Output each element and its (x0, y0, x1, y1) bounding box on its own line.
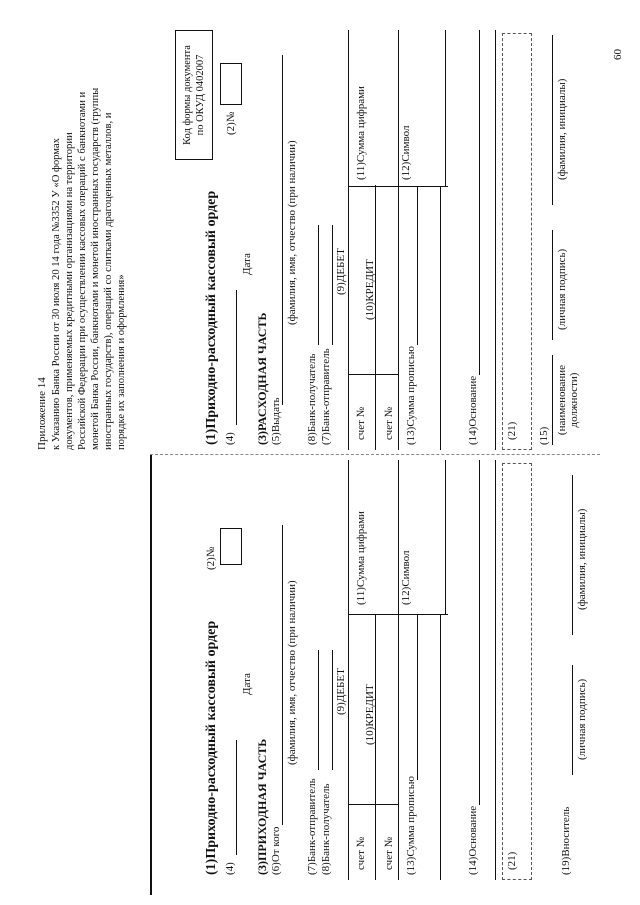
income-f8-label: (8)Банк-получатель (320, 783, 332, 875)
income-f19-label: (19)Вноситель (560, 806, 572, 875)
income-account-split (348, 804, 398, 805)
income-debit-row-line (375, 615, 376, 880)
income-amount-words-line-2[interactable] (440, 615, 441, 880)
expense-f21-label: (21) (506, 421, 518, 440)
income-fio-hint: (фамилия, имя, отчество (при наличии) (286, 580, 298, 765)
income-f11-label: (11)Сумма цифрами (355, 511, 367, 605)
expense-debit-row-line (375, 185, 376, 450)
expense-name-line[interactable] (552, 35, 553, 205)
header-line-2: документов, применяемых кредитными организациями на территории (64, 132, 75, 450)
expense-f8-label: (8)Банк-получатель (306, 353, 318, 445)
income-f21-field[interactable] (502, 463, 532, 880)
income-credit-row-line (398, 460, 399, 880)
expense-amount-words-line-2[interactable] (440, 187, 441, 450)
income-f7-label: (7)Банк-отправитель (306, 778, 318, 875)
expense-f10-label: (10)КРЕДИТ (364, 259, 376, 320)
expense-debit-account-label: счет № (355, 406, 367, 440)
income-table-split (348, 614, 448, 615)
header-line-3: Российской Федерации при осуществлении кассовых операций с банкнотами и (77, 91, 88, 450)
page-number: 60 (612, 49, 624, 60)
expense-basis-line-2[interactable] (495, 30, 496, 450)
expense-position-line[interactable] (552, 355, 553, 445)
income-sender-bank-line[interactable] (318, 650, 319, 770)
income-f2-label: (2)№ (205, 546, 217, 570)
expense-table-bottom (445, 30, 446, 187)
expense-recipient-bank-line[interactable] (318, 225, 319, 345)
income-basis-line-2[interactable] (495, 460, 496, 880)
income-f1: (1)Приходно-расходный кассовый ордер (204, 620, 219, 875)
expense-credit-account-label: счет № (383, 406, 395, 440)
income-name-line[interactable] (572, 475, 573, 635)
expense-position-hint: (наименование должности) (556, 364, 580, 436)
expense-f14-label: (14)Основание (467, 375, 479, 445)
expense-credit-row-line (398, 30, 399, 450)
expense-f7-label: (7)Банк-отправитель (320, 348, 332, 445)
income-f21-label: (21) (506, 851, 518, 870)
income-basis-line[interactable] (479, 460, 480, 805)
expense-basis-line[interactable] (479, 30, 480, 375)
expense-date-label: Дата (241, 253, 253, 275)
cut-line (150, 454, 600, 455)
header-line-6: порядке их заполнения и оформления» (116, 274, 127, 450)
income-debit-account-label: счет № (355, 836, 367, 870)
expense-f2-label: (2)№ (225, 111, 237, 135)
expense-f13-label: (13)Сумма прописью (405, 346, 417, 445)
header-line-1: к Указанию Банка России от 30 июля 20 14 года №3352 У «О формах (51, 138, 62, 450)
expense-sign-hint: (личная подпись) (556, 248, 568, 330)
income-amount-words-line[interactable] (417, 615, 418, 780)
header-line-4: монетой Банка России, банкнотами и монетой иностранных государств (группы (90, 87, 101, 450)
expense-signature-line[interactable] (552, 230, 553, 340)
expense-table-top (348, 30, 349, 450)
expense-number-field[interactable] (220, 63, 242, 105)
income-date-label: Дата (241, 673, 253, 695)
income-sign-hint: (личная подпись) (576, 678, 588, 760)
income-f4-label: (4) (224, 862, 236, 875)
income-table-top (348, 460, 349, 880)
expense-f11-label: (11)Сумма цифрами (355, 86, 367, 180)
income-f13-label: (13)Сумма прописью (405, 776, 417, 875)
expense-f21-field[interactable] (502, 33, 532, 450)
expense-f12-label: (12)Символ (400, 125, 412, 180)
expense-name-hint: (фамилия, инициалы) (556, 78, 568, 180)
expense-sender-bank-line[interactable] (332, 225, 333, 345)
income-f6-label: (6)От кого (270, 826, 282, 875)
income-f14-label: (14)Основание (467, 805, 479, 875)
income-table-bottom (445, 460, 446, 615)
form-divider (150, 455, 152, 895)
income-number-field[interactable] (220, 528, 242, 565)
okud-line-1: Код формы документа (182, 45, 193, 145)
expense-amount-words-line[interactable] (417, 187, 418, 345)
okud-code-box (175, 30, 213, 160)
expense-issue-line[interactable] (282, 55, 283, 405)
income-name-hint: (фамилия, инициалы) (576, 508, 588, 610)
appendix-label: Приложение 14 (36, 377, 48, 450)
expense-section-title: (3)РАСХОДНАЯ ЧАСТЬ (255, 312, 269, 445)
expense-f9-label: (9)ДЕБЕТ (335, 248, 347, 295)
income-section-title: (3)ПРИХОДНАЯ ЧАСТЬ (255, 738, 269, 875)
header-line-5: иностранных государств), операций со слитками драгоценных металлов, и (103, 112, 114, 450)
expense-fio-hint: (фамилия, имя, отчество (при наличии) (286, 140, 298, 325)
header-text (50, 35, 128, 450)
expense-date-line[interactable] (236, 290, 237, 425)
expense-f15-label: (15) (538, 426, 550, 445)
expense-f5-label: (5)Выдать (270, 397, 282, 445)
income-f9-label: (9)ДЕБЕТ (335, 668, 347, 715)
income-credit-account-label: счет № (383, 836, 395, 870)
okud-line-2: по ОКУД 0402007 (195, 54, 206, 136)
income-signature-line[interactable] (572, 665, 573, 775)
income-from-line[interactable] (282, 525, 283, 825)
income-recipient-bank-line[interactable] (332, 650, 333, 770)
expense-f1: (1)Приходно-расходный кассовый ордер (204, 190, 219, 445)
expense-account-split (348, 374, 398, 375)
income-f12-label: (12)Символ (400, 550, 412, 605)
expense-table-split (348, 186, 448, 187)
expense-f4-label: (4) (224, 432, 236, 445)
income-f10-label: (10)КРЕДИТ (364, 684, 376, 745)
income-date-line[interactable] (236, 740, 237, 855)
